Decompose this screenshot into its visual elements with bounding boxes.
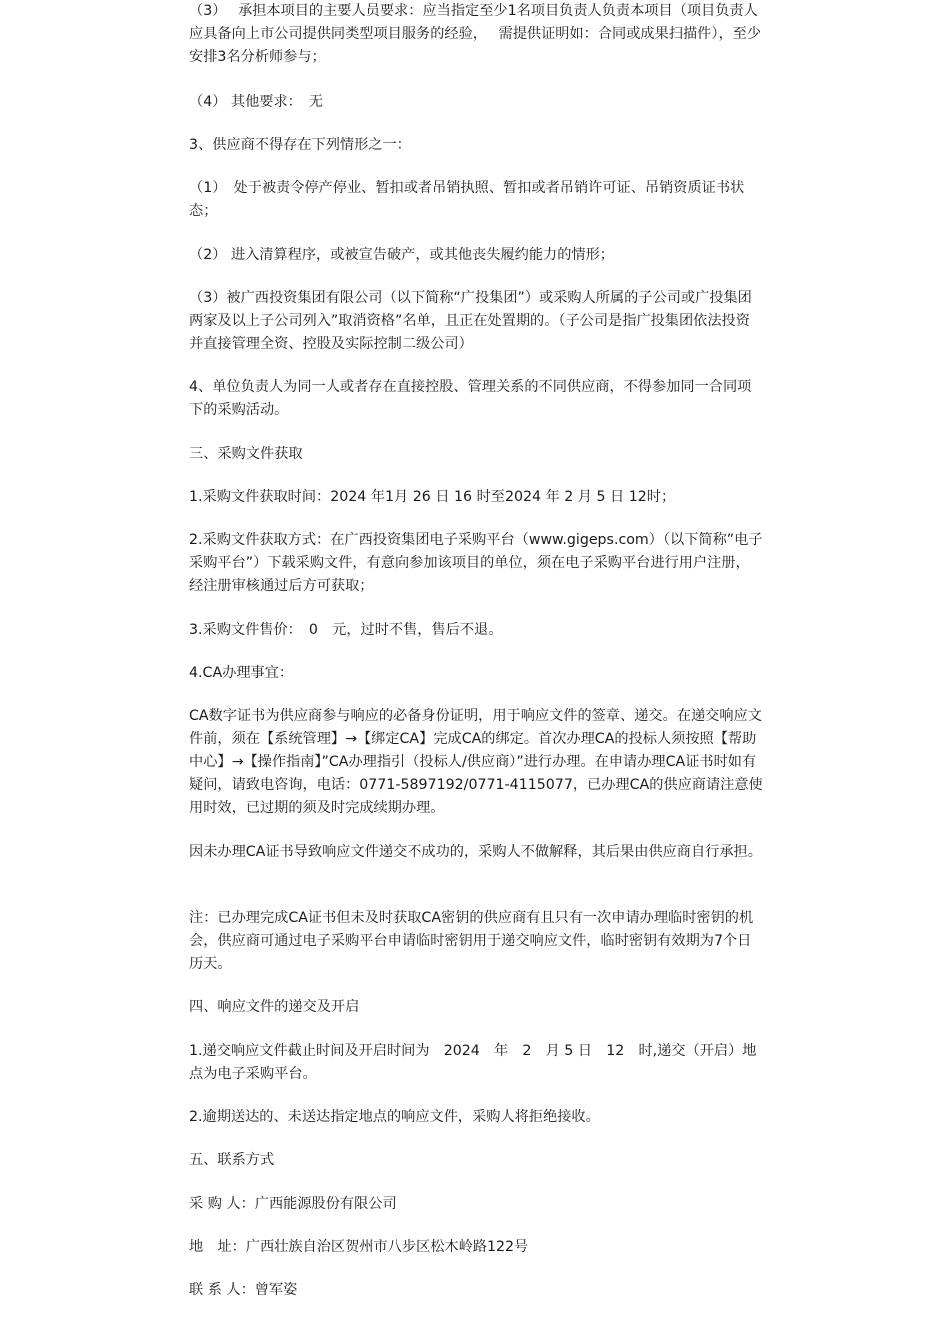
paragraph-submission-deadline: 1.递交响应文件截止时间及开启时间为 2024 年 2 月 5 日 12 时,递交（开启）地点为电子采购平台。 <box>189 1043 757 1082</box>
heading-document-acquisition: 三、采购文件获取 <box>189 446 303 462</box>
contact-address: 地 址：广西壮族自治区贺州市八步区松木岭路122号 <box>189 1239 529 1255</box>
heading-submission-opening: 四、响应文件的递交及开启 <box>189 999 360 1015</box>
paragraph-personnel-requirements: （3） 承担本项目的主要人员要求：应当指定至少1名项目负责人负责本项目（项目负责人应具备向上市公司提供同类型项目服务的经验， 需提供证明如：合同或成果扫描件），至少安排3名分析师参与； <box>189 3 762 65</box>
contact-purchaser: 采 购 人：广西能源股份有限公司 <box>189 1196 397 1212</box>
paragraph-ca-certificate: CA数字证书为供应商参与响应的必备身份证明，用于响应文件的签章、递交。在递交响应文件前，须在【系统管理】→【绑定CA】完成CA的绑定。首次办理CA的投标人须按照【帮助中心】→【操作指南】”CA办理指引（投标人/供应商）”进行办理。在申请办理CA证书时如有疑问，请致电咨询，电话：0771-5897192/0771-4115077，已办理CA的供应商请注意使用时效，已过期的须及时完成续期办理。 <box>189 708 763 816</box>
heading-contact: 五、联系方式 <box>189 1152 275 1168</box>
paragraph-same-responsible: 4、单位负责人为同一人或者存在直接控股、管理关系的不同供应商，不得参加同一合同项下的采购活动。 <box>189 379 752 418</box>
paragraph-supplier-exclusions: 3、供应商不得存在下列情形之一： <box>189 137 411 153</box>
paragraph-late-rejection: 2.逾期送达的、未送达指定地点的响应文件，采购人将拒绝接收。 <box>189 1109 600 1125</box>
paragraph-ca-note: 注：已办理完成CA证书但未及时获取CA密钥的供应商有且只有一次申请办理临时密钥的机会，供应商可通过电子采购平台申请临时密钥用于递交响应文件，临时密钥有效期为7个日历天。 <box>189 910 754 972</box>
paragraph-acquisition-time: 1.采购文件获取时间：2024 年1月 26 日 16 时至2024 年 2 月 5 日 12时； <box>189 489 676 505</box>
paragraph-ca-matters: 4.CA办理事宜： <box>189 665 294 681</box>
paragraph-exclusion-2: （2） 进入清算程序，或被宣告破产，或其他丧失履约能力的情形； <box>189 247 614 263</box>
paragraph-other-requirements: （4） 其他要求： 无 <box>189 94 324 110</box>
contact-person: 联 系 人：曾军姿 <box>189 1282 298 1298</box>
paragraph-acquisition-method: 2.采购文件获取方式：在广西投资集团电子采购平台（www.gigeps.com）（以下简称”电子采购平台”）下载采购文件，有意向参加该项目的单位，须在电子采购平台进行用户注册，经注册审核通过后方可获取； <box>189 532 763 594</box>
paragraph-exclusion-1: （1） 处于被责令停产停业、暂扣或者吊销执照、暂扣或者吊销许可证、吊销资质证书状态； <box>189 180 745 219</box>
paragraph-document-price: 3.采购文件售价： 0 元，过时不售，售后不退。 <box>189 622 503 638</box>
paragraph-ca-failure: 因未办理CA证书导致响应文件递交不成功的，采购人不做解释，其后果由供应商自行承担。 <box>189 844 762 860</box>
paragraph-exclusion-3: （3）被广西投资集团有限公司（以下简称“广投集团”）或采购人所属的子公司或广投集团两家及以上子公司列入”取消资格”名单，且正在处置期的。（子公司是指广投集团依法投资并直接管理全资、控股及实际控制二级公司） <box>189 290 752 352</box>
